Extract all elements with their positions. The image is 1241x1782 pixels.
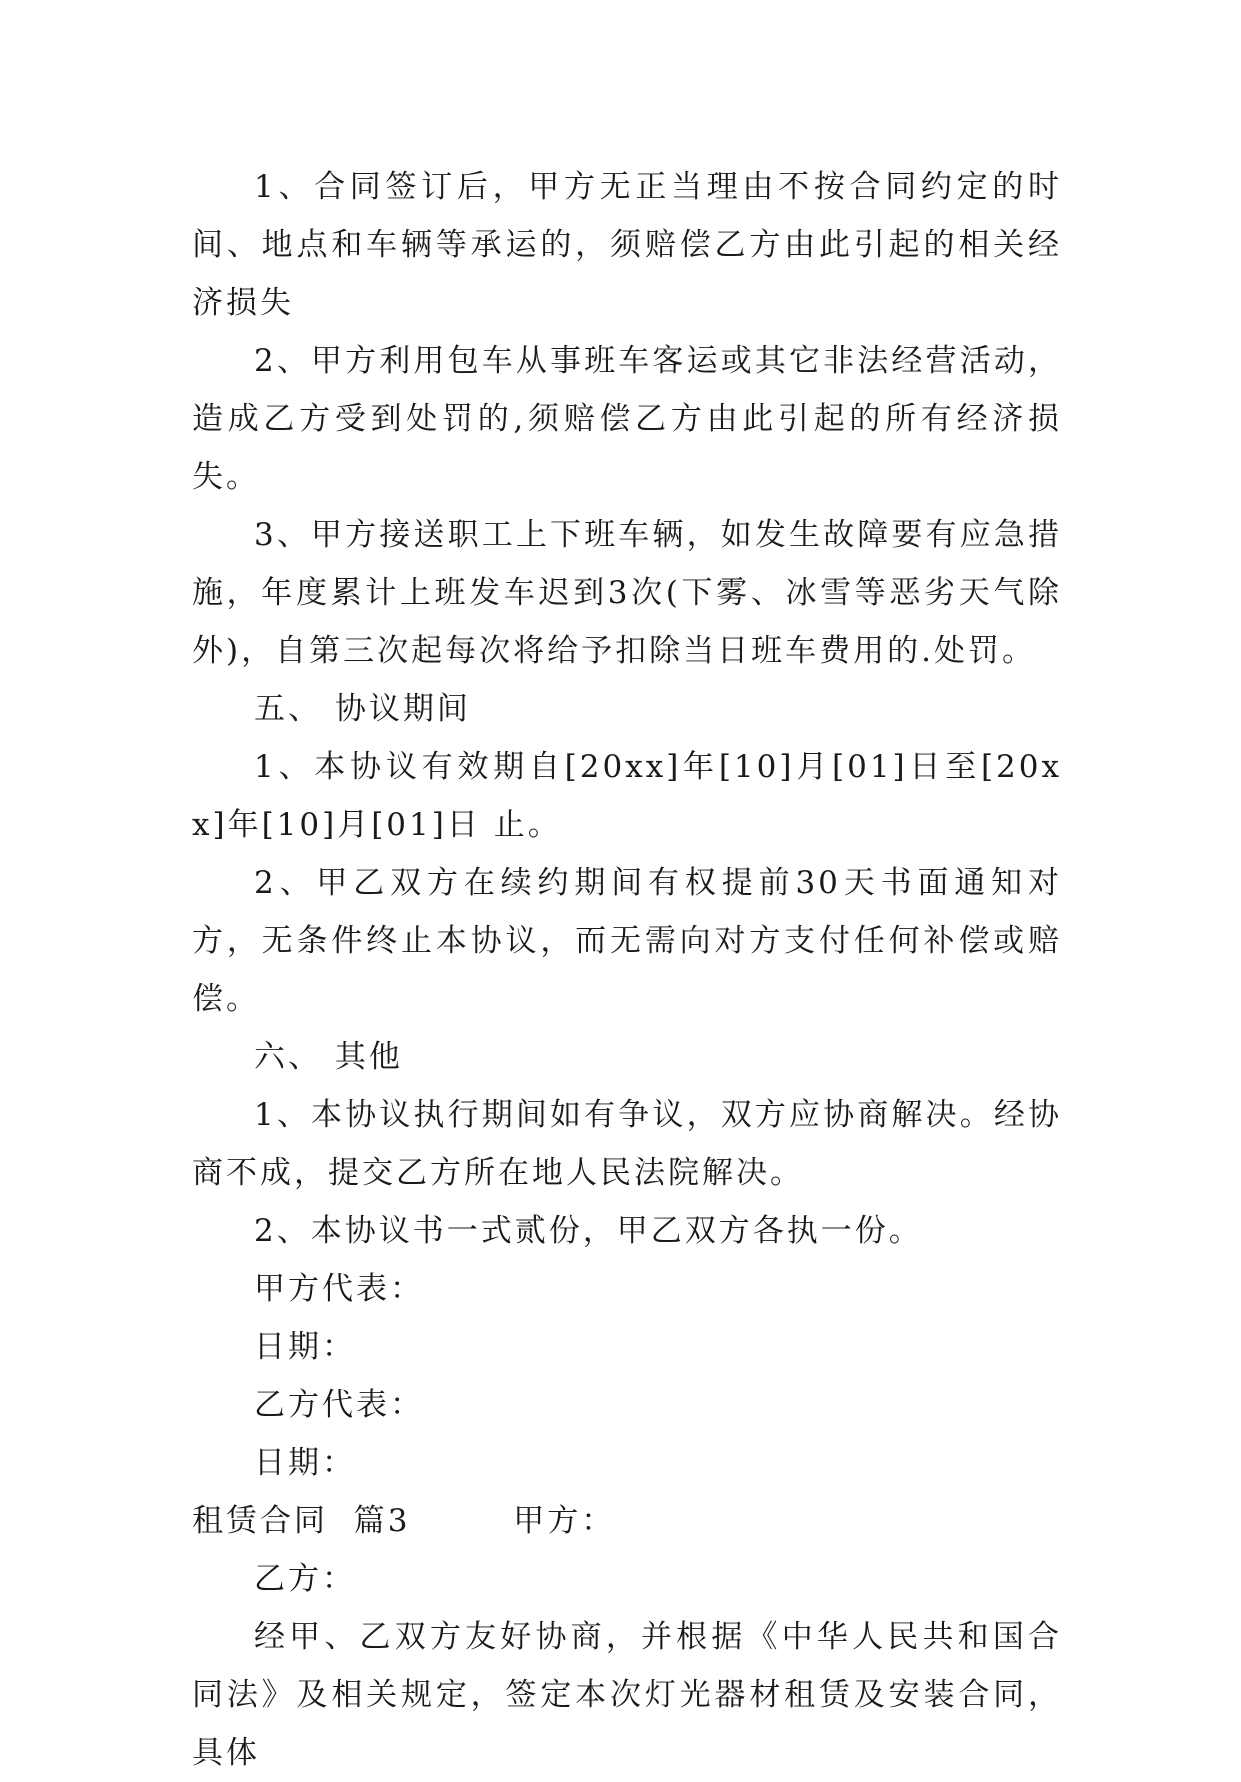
party-b-representative: 乙方代表：: [254, 1387, 424, 1423]
other-paragraph-2: 2、本协议书一式贰份，甲乙双方各执一份。: [254, 1213, 923, 1249]
document-body: [192, 158, 1062, 1782]
lease-intro-paragraph: 经甲、乙双方友好协商，并根据《中华人民共和国合同法》及相关规定，签定本次灯光器材租赁及安装合同，具体: [192, 1619, 1062, 1771]
clause-paragraph-3: 3、甲方接送职工上下班车辆，如发生故障要有应急措施，年度累计上班发车迟到3次(下雾、冰雪等恶劣天气除外)，自第三次起每次将给予扣除当日班车费用的.处罚。: [192, 517, 1062, 669]
term-paragraph-2: 2、甲乙双方在续约期间有权提前30天书面通知对方，无条件终止本协议，而无需向对方支付任何补偿或赔偿。: [192, 865, 1062, 1017]
party-a-representative: 甲方代表：: [254, 1271, 424, 1307]
contract-section-header: 租赁合同 篇3 甲方：: [192, 1503, 616, 1539]
term-paragraph-1: 1、本协议有效期自[20xx]年[10]月[01]日至[20xx]年[10]月[01]日 止。: [192, 749, 1062, 843]
other-paragraph-1: 1、本协议执行期间如有争议，双方应协商解决。经协商不成，提交乙方所在地人民法院解决。: [192, 1097, 1062, 1191]
section-heading-six: 六、 其他: [254, 1039, 403, 1075]
section-heading-five: 五、 协议期间: [254, 691, 471, 727]
party-b-date: 日期：: [254, 1445, 356, 1481]
clause-paragraph-2: 2、甲方利用包车从事班车客运或其它非法经营活动，造成乙方受到处罚的,须赔偿乙方由此引起的所有经济损失。: [192, 343, 1062, 495]
party-a-date: 日期：: [254, 1329, 356, 1365]
clause-paragraph-1: 1、合同签订后，甲方无正当理由不按合同约定的时间、地点和车辆等承运的，须赔偿乙方由此引起的相关经济损失: [192, 169, 1062, 321]
party-b-line: 乙方：: [254, 1561, 356, 1597]
